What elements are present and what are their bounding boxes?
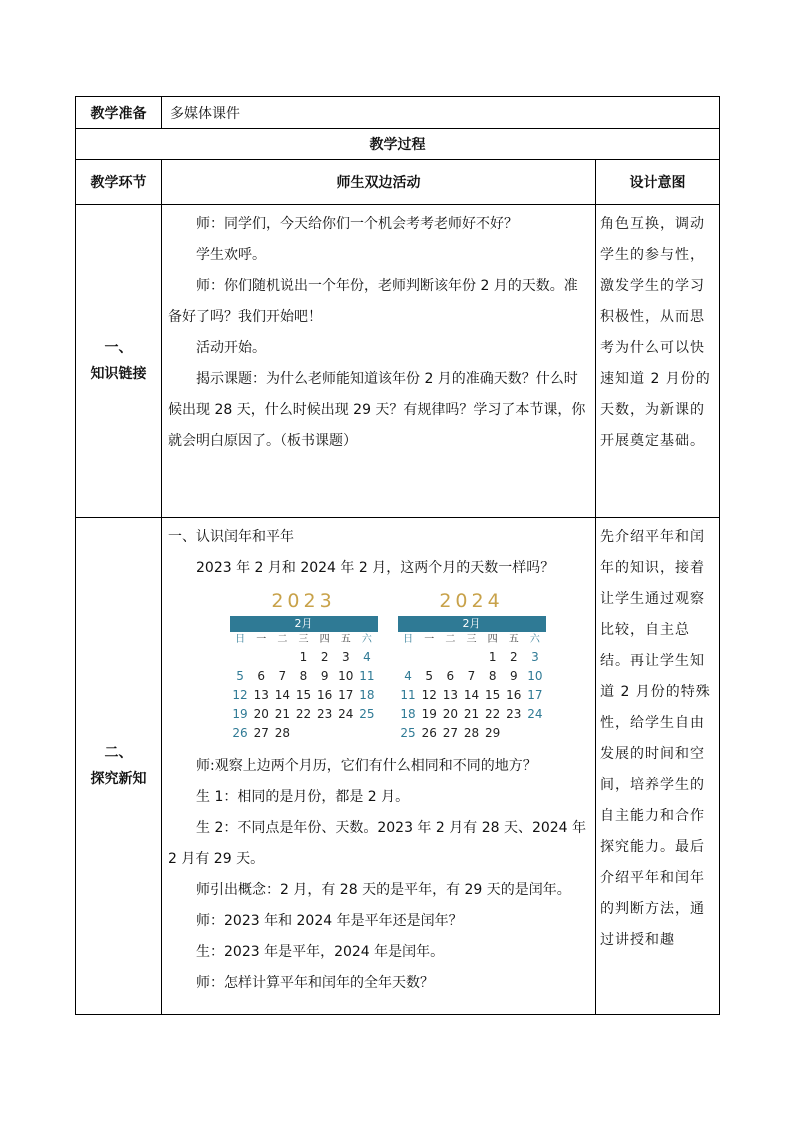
calendar-week-row [398, 686, 546, 705]
calendar-week-row [398, 724, 546, 743]
section1-intent-cell [596, 205, 720, 518]
section2-paragraph: 师:观察上边两个月历，它们有什么相同和不同的地方？ [196, 758, 537, 774]
calendar-day: 10 [527, 669, 543, 683]
calendar-day: 7 [278, 669, 287, 683]
calendar-day: 5 [236, 669, 244, 683]
calendar-weekday: 日 [403, 634, 414, 645]
calendar-weekday: 二 [445, 634, 456, 645]
section2-row [76, 518, 720, 1015]
calendar-weekday: 四 [319, 634, 330, 645]
calendar-weekday-row [398, 632, 546, 648]
calendar-weekday: 五 [508, 634, 519, 645]
calendar-day [356, 724, 377, 743]
calendar-week-row [230, 705, 378, 724]
calendars [168, 588, 589, 743]
section2-paragraph: 师：2023 年和 2024 年是平年还是闰年？ [196, 913, 463, 929]
calendar-day: 25 [400, 726, 416, 740]
calendar-day: 21 [463, 707, 480, 721]
calendar-weekday: 五 [340, 634, 351, 645]
calendar-day: 16 [316, 688, 333, 702]
calendar-week-row [398, 705, 546, 724]
calendar-day: 4 [404, 669, 412, 683]
section1-paragraph: 活动开始。 [196, 340, 266, 356]
section2-paragraph: 生 1：相同的是月份，都是 2 月。 [196, 789, 410, 805]
calendar-weekday: 六 [529, 634, 540, 645]
lesson-plan-table [75, 96, 720, 1015]
calendar-weekday: 二 [277, 634, 288, 645]
column-header-row [76, 160, 720, 205]
calendar-year: 2024 [439, 590, 504, 612]
section1-paragraph: 师：你们随机说出一个年份，老师判断该年份 2 月的天数。准备好了吗？我们开始吧！ [168, 278, 578, 325]
process-title: 教学过程 [76, 129, 720, 160]
calendar-day: 28 [463, 726, 480, 740]
calendar-weekday: 一 [256, 634, 267, 645]
calendar-day: 2 [320, 650, 329, 664]
prep-value: 多媒体课件 [162, 97, 720, 129]
calendar-weekday: 四 [487, 634, 498, 645]
section2-paragraph: 师：怎样计算平年和闰年的全年天数？ [196, 975, 434, 991]
calendar-week-row [230, 667, 378, 686]
calendar-day: 27 [253, 726, 269, 740]
calendar-day: 23 [316, 707, 333, 721]
calendar-month-header: 2月 [398, 616, 546, 632]
calendar-day: 4 [363, 650, 371, 664]
calendar-day: 16 [506, 688, 522, 702]
calendar-day: 6 [446, 669, 455, 683]
section1-row [76, 205, 720, 518]
calendar-week-row [398, 648, 546, 667]
section2-paragraph: 生：2023 年是平年，2024 年是闰年。 [196, 944, 445, 960]
calendar-weekday: 三 [466, 634, 477, 645]
calendar-weekday-row [230, 632, 378, 648]
calendar-day [335, 724, 356, 743]
calendar-day: 6 [257, 669, 266, 683]
calendar-week-row [230, 648, 378, 667]
calendar-day: 5 [425, 669, 434, 683]
calendar-week-row [230, 724, 378, 743]
section1-intent: 角色互换，调动学生的参与性，激发学生的学习积极性，从而思考为什么可以快速知道 2 月份的天数，为新课的开展奠定基础。 [600, 216, 711, 449]
section1-number: 一、 [104, 340, 133, 356]
calendar-day: 14 [463, 688, 480, 702]
calendar-day: 22 [484, 707, 501, 721]
section1-stage [76, 205, 162, 518]
calendar-day: 27 [442, 726, 458, 740]
calendar-day: 13 [442, 688, 458, 702]
col-stage-header: 教学环节 [76, 160, 162, 205]
section2-intent-cell [596, 518, 720, 1015]
calendar-weekday: 一 [424, 634, 435, 645]
section1-paragraph: 学生欢呼。 [196, 247, 266, 263]
calendar-day: 3 [341, 650, 350, 664]
calendar-day: 23 [506, 707, 522, 721]
section2-name: 探究新知 [90, 771, 147, 787]
calendar-day: 25 [359, 707, 375, 721]
calendar-day: 11 [359, 669, 375, 683]
calendar-day [230, 648, 251, 667]
section2-heading: 一、认识闰年和平年 [168, 529, 294, 545]
calendar-day: 14 [274, 688, 290, 702]
calendar-day: 13 [253, 688, 269, 702]
calendar-day: 26 [421, 726, 437, 740]
calendar-month-header: 2月 [230, 616, 378, 632]
calendar-day: 18 [400, 707, 416, 721]
calendar-day: 28 [274, 726, 290, 740]
section2-question: 2023 年 2 月和 2024 年 2 月，这两个月的天数一样吗？ [196, 560, 555, 576]
section1-paragraph: 揭示课题：为什么老师能知道该年份 2 月的准确天数？什么时候出现 28 天，什么时候出现 29 天？有规律吗？学习了本节课，你就会明白原因了。（板书课题） [168, 371, 586, 449]
calendar-day: 3 [531, 650, 539, 664]
section1-paragraph: 师：同学们，今天给你们一个机会考考老师好不好？ [196, 216, 518, 232]
prep-row [76, 97, 720, 129]
calendar-day: 22 [295, 707, 312, 721]
calendar-day: 12 [421, 688, 437, 702]
process-title-row [76, 129, 720, 160]
calendar-weekday: 三 [298, 634, 309, 645]
calendar-day: 12 [232, 688, 248, 702]
calendar-day: 18 [359, 688, 375, 702]
calendar-day [419, 648, 440, 667]
calendar-day: 9 [320, 669, 329, 683]
calendar-day: 11 [400, 688, 416, 702]
calendar-day: 7 [467, 669, 476, 683]
section2-paragraph: 生 2：不同点是年份、天数。2023 年 2 月有 28 天、2024 年 2 月有 29 天。 [168, 820, 587, 867]
calendar-day: 20 [442, 707, 458, 721]
calendar-day: 1 [299, 650, 308, 664]
calendar-day [524, 724, 545, 743]
col-intent-header: 设计意图 [596, 160, 720, 205]
calendar-day [251, 648, 272, 667]
calendar-day: 21 [274, 707, 290, 721]
calendar-weekday: 日 [235, 634, 246, 645]
calendar-day: 15 [295, 688, 312, 702]
calendar-day: 9 [509, 669, 518, 683]
calendar-day: 26 [232, 726, 248, 740]
calendar-day: 2 [509, 650, 518, 664]
calendar-day [272, 648, 293, 667]
calendar-day: 20 [253, 707, 269, 721]
calendar-2024 [398, 588, 546, 743]
calendar-day [398, 648, 419, 667]
calendar-day [293, 724, 314, 743]
calendar-day: 19 [421, 707, 437, 721]
section2-stage [76, 518, 162, 1015]
calendar-week-row [230, 686, 378, 705]
calendar-day: 1 [488, 650, 497, 664]
prep-label: 教学准备 [76, 97, 162, 129]
calendar-day: 17 [338, 688, 354, 702]
calendar-day: 15 [484, 688, 501, 702]
calendar-day: 8 [299, 669, 308, 683]
section2-number: 二、 [104, 745, 133, 761]
section2-activity [162, 518, 596, 1015]
calendar-day [440, 648, 461, 667]
calendar-day: 8 [488, 669, 497, 683]
calendar-day: 17 [527, 688, 543, 702]
section2-intent: 先介绍平年和闰年的知识，接着让学生通过观察比较，自主总结。再让学生知道 2 月份的特殊性，给学生自由发展的时间和空间，培养学生的自主能力和合作探究能力。最后介绍平年和闰年的判断方法，通过讲授和趣 [600, 529, 711, 948]
calendar-day: 24 [527, 707, 543, 721]
calendar-day: 10 [338, 669, 354, 683]
calendar-day [503, 724, 524, 743]
calendar-weekday: 六 [361, 634, 372, 645]
calendar-2023 [230, 588, 378, 743]
section1-name: 知识链接 [90, 366, 147, 382]
section1-activity [162, 205, 596, 518]
calendar-week-row [398, 667, 546, 686]
calendar-day [461, 648, 482, 667]
calendar-year: 2023 [271, 590, 336, 612]
calendar-day: 24 [338, 707, 354, 721]
section2-paragraph: 师引出概念：2 月，有 28 天的是平年，有 29 天的是闰年。 [196, 882, 571, 898]
col-activity-header: 师生双边活动 [162, 160, 596, 205]
calendar-day: 19 [232, 707, 248, 721]
calendar-day: 29 [484, 726, 501, 740]
calendar-day [314, 724, 335, 743]
